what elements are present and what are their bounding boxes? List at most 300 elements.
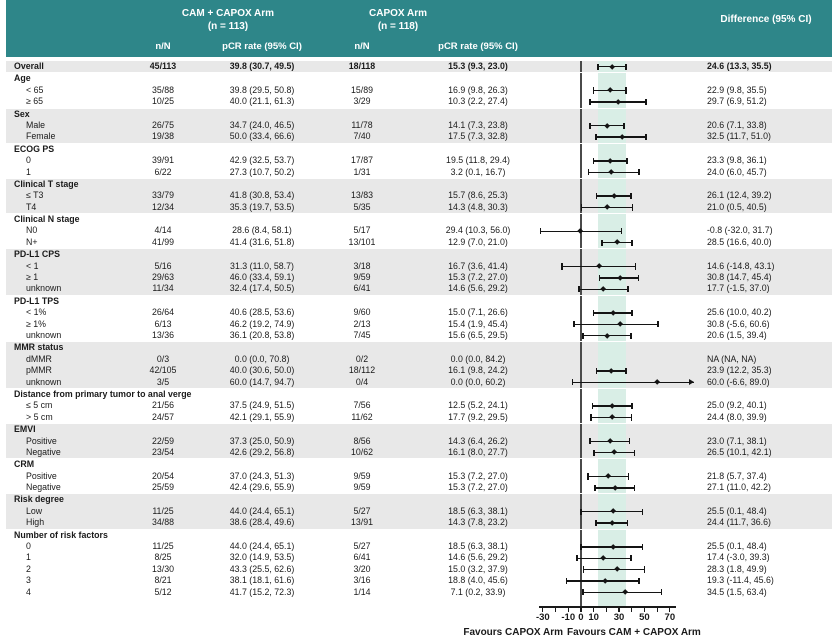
ci-cap-left (589, 99, 591, 105)
ci-cap-left (581, 204, 583, 210)
arm1-nN-cell: 34/88 (151, 517, 174, 528)
table-row (6, 564, 832, 575)
arm1-pcr-cell: 40.0 (30.6, 50.0) (229, 365, 295, 376)
forest-plot-cell (536, 482, 696, 493)
arm1-nN-cell: 5/12 (154, 586, 172, 597)
ci-cap-right (623, 123, 625, 129)
subgroup-block (6, 342, 832, 388)
ci-cap-left (593, 87, 595, 93)
subgroup-label: T4 (26, 201, 37, 212)
subgroup-label: > 5 cm (26, 411, 53, 422)
difference-cell: 30.8 (14.7, 45.4) (707, 272, 772, 283)
arm1-nN-cell: 10/25 (151, 96, 174, 107)
group-label: Clinical N stage (14, 214, 80, 225)
point-estimate-marker (616, 99, 622, 105)
group-header-row (6, 424, 832, 435)
forest-plot-cell (536, 389, 696, 400)
arm2-nN-cell: 0/2 (355, 353, 369, 364)
subgroup-label: N+ (26, 236, 38, 247)
forest-plot-cell (536, 131, 696, 142)
ci-cap-left (587, 473, 589, 479)
subgroup-block (6, 389, 832, 423)
subgroup-label: Overall (14, 61, 44, 71)
arm1-nN-cell: 8/21 (154, 575, 172, 586)
arm1-nN-cell: 19/38 (151, 131, 174, 142)
subgroup-block (6, 61, 832, 72)
arm1-nN-cell: 29/63 (151, 272, 174, 283)
point-estimate-marker (617, 275, 623, 281)
arm2-pcr-cell: 29.4 (10.3, 56.0) (445, 225, 511, 236)
axis-tick (606, 608, 607, 613)
favours-cam-capox-label: Favours CAM + CAPOX Arm (567, 627, 701, 638)
point-estimate-marker (610, 509, 616, 515)
subgroup-label: 0 (26, 155, 31, 166)
forest-plot-cell (536, 424, 696, 435)
arm2-nN-cell: 13/91 (350, 517, 373, 528)
arm2-pcr-cell: 18.5 (6.3, 38.1) (448, 505, 508, 516)
arm2-pcr-cell: 12.9 (7.0, 21.0) (448, 236, 508, 247)
arm2-pcr-cell: 7.1 (0.2, 33.9) (450, 586, 506, 597)
point-estimate-marker (607, 87, 613, 93)
forest-plot-cell (536, 214, 696, 225)
table-row (6, 61, 832, 72)
ci-cap-right (632, 204, 634, 210)
forest-plot-cell (536, 377, 696, 388)
difference-cell: -0.8 (-32.0, 31.7) (707, 225, 773, 236)
arm1-pcr-cell: 31.3 (11.0, 58.7) (230, 260, 294, 271)
forest-plot-cell (536, 96, 696, 107)
ci-cap-right (645, 99, 647, 105)
arm2-pcr-cell: 15.4 (1.9, 45.4) (448, 318, 508, 329)
difference-cell (696, 424, 832, 435)
forest-plot-cell (536, 342, 696, 353)
ci-cap-left (601, 240, 603, 246)
ci-cap-right (644, 566, 646, 572)
arm2-pcr-cell: 16.7 (3.6, 41.4) (448, 260, 508, 271)
arm2-nN-cell: 2/13 (353, 318, 371, 329)
table-row (6, 330, 832, 341)
arm1-nN-cell: 11/34 (152, 283, 174, 294)
ci-cap-right (627, 520, 629, 526)
difference-cell: 24.6 (13.3, 35.5) (707, 61, 772, 71)
subgroup-label: Negative (26, 446, 61, 457)
arm2-pcr-cell: 3.2 (0.1, 16.7) (450, 166, 506, 177)
subgroup-block (6, 296, 832, 342)
arm1-pcr-cell: 42.6 (29.2, 56.8) (229, 446, 295, 457)
subgroup-block (6, 109, 832, 143)
ci-cap-right (638, 578, 640, 584)
arm2-header (318, 7, 478, 33)
arm2-nN-cell: 13/101 (348, 236, 376, 247)
table-row (6, 261, 832, 272)
group-label: Clinical T stage (14, 178, 79, 189)
subgroup-label: High (26, 517, 45, 528)
group-header-row (6, 249, 832, 260)
ci-cap-right (630, 193, 632, 199)
ci-cap-left (582, 333, 584, 339)
arm1-pcr-cell: 35.3 (19.7, 53.5) (229, 201, 295, 212)
point-estimate-marker (604, 333, 610, 339)
arm1-pcr-cell: 50.0 (33.4, 66.6) (229, 131, 295, 142)
difference-cell (696, 530, 832, 541)
point-estimate-marker (611, 450, 617, 456)
subgroup-label: ≤ 5 cm (26, 400, 53, 411)
ci-cap-right (625, 64, 627, 70)
subgroup-label: 1 (26, 552, 31, 563)
arm2-nN-cell: 9/60 (353, 307, 371, 318)
group-header-row (6, 144, 832, 155)
arm1-pcr-cell: 42.9 (32.5, 53.7) (229, 155, 295, 166)
arm1-nN-cell: 26/64 (151, 307, 174, 318)
table-row (6, 155, 832, 166)
arm1-nN-cell: 11/25 (152, 541, 174, 552)
difference-cell: 25.5 (0.1, 48.4) (707, 541, 767, 552)
ci-cap-right (642, 544, 644, 550)
arm2-pcr-cell: 0.0 (0.0, 60.2) (450, 376, 506, 387)
table-row (6, 587, 832, 598)
difference-cell: 29.7 (6.9, 51.2) (707, 96, 767, 107)
arm1-pcr-cell: 34.7 (24.0, 46.5) (229, 119, 295, 130)
table-row (6, 202, 832, 213)
ci-cap-right (642, 509, 644, 515)
difference-cell (696, 144, 832, 155)
arm1-pcr-cell: 42.1 (29.1, 55.9) (229, 411, 295, 422)
subgroup-label: < 65 (26, 84, 44, 95)
forest-plot-cell (536, 144, 696, 155)
arm2-pcr-cell: 19.5 (11.8, 29.4) (446, 155, 510, 166)
table-row (6, 447, 832, 458)
arm1-nN-cell: 13/30 (151, 563, 174, 574)
arm2-pcr-cell: 14.1 (7.3, 23.8) (448, 119, 508, 130)
ci-cap-right (634, 450, 636, 456)
ci-cap-left (580, 544, 582, 550)
arm1-pcr-cell: 32.4 (17.4, 50.5) (229, 283, 295, 294)
group-header-row (6, 73, 832, 84)
arm2-sample-size: (n = 118) (377, 21, 419, 32)
ci-line (573, 382, 694, 383)
group-header-row (6, 214, 832, 225)
difference-cell: 28.5 (16.6, 40.0) (707, 236, 772, 247)
ci-cap-right (657, 321, 659, 327)
ci-cap-right (631, 403, 633, 409)
difference-cell (696, 389, 832, 400)
arm1-pcr-cell: 46.2 (19.2, 74.9) (229, 318, 295, 329)
forest-plot-cell (536, 190, 696, 201)
arm2-pcr-cell: 18.5 (6.3, 38.1) (448, 541, 508, 552)
arm2-nN-cell: 5/17 (353, 225, 371, 236)
subgroup-label: Positive (26, 435, 57, 446)
arm1-pcr-cell: 44.0 (24.4, 65.1) (229, 541, 295, 552)
ci-cap-left (595, 134, 597, 140)
ci-cap-right (630, 333, 632, 339)
subgroup-block (6, 424, 832, 458)
arm2-pcr-cell: 17.5 (7.3, 32.8) (448, 131, 508, 142)
difference-cell: 24.4 (11.7, 36.6) (707, 517, 771, 528)
difference-cell: 20.6 (1.5, 39.4) (707, 329, 767, 340)
arm1-pcr-cell: 32.0 (14.9, 53.5) (229, 552, 295, 563)
ci-arrow-right (689, 379, 694, 385)
point-estimate-marker (611, 193, 617, 199)
point-estimate-marker (596, 263, 602, 269)
arm2-nN-cell: 5/27 (353, 505, 371, 516)
arm2-pcr-cell: 15.3 (9.3, 23.0) (448, 61, 508, 71)
difference-cell: 22.9 (9.8, 35.5) (707, 84, 767, 95)
ci-cap-right (631, 240, 633, 246)
group-label: MMR status (14, 342, 64, 353)
ci-cap-right (638, 169, 640, 175)
arm2-pcr-cell: 12.5 (5.2, 24.1) (448, 400, 508, 411)
arm1-nN-cell: 12/34 (151, 201, 174, 212)
difference-cell: 17.4 (-3.0, 39.3) (707, 552, 770, 563)
point-estimate-marker (610, 544, 616, 550)
arm1-pcr-cell: 42.4 (29.6, 55.9) (229, 482, 295, 493)
difference-cell (696, 342, 832, 353)
difference-cell: 25.5 (0.1, 48.4) (707, 505, 767, 516)
subgroup-block (6, 459, 832, 493)
arm1-name: CAM + CAPOX Arm (181, 8, 275, 19)
arm2-nN-cell: 3/29 (353, 96, 371, 107)
table-row (6, 319, 832, 330)
forest-plot-cell (536, 109, 696, 120)
arm1-nN-cell: 33/79 (151, 190, 174, 201)
difference-cell: 24.4 (8.0, 39.9) (707, 411, 767, 422)
ci-cap-left (594, 485, 596, 491)
arm1-sample-size: (n = 113) (207, 21, 249, 32)
table-row (6, 400, 832, 411)
arm2-pcr-cell: 15.7 (8.6, 25.3) (448, 190, 508, 201)
forest-plot-cell (536, 296, 696, 307)
forest-plot-cell (536, 471, 696, 482)
group-header-row (6, 389, 832, 400)
difference-cell: 23.9 (12.2, 35.3) (707, 365, 772, 376)
ci-cap-left (561, 263, 563, 269)
arm1-pcr-cell: 60.0 (14.7, 94.7) (229, 376, 295, 387)
subgroup-label: 4 (26, 586, 31, 597)
group-label: CRM (14, 459, 35, 470)
difference-cell: 26.5 (10.1, 42.1) (707, 446, 772, 457)
forest-plot-cell (536, 120, 696, 131)
table-row (6, 436, 832, 447)
forest-plot-cell (536, 330, 696, 341)
arm2-nN-cell: 7/56 (353, 400, 371, 411)
axis-tick-label: 30 (613, 612, 625, 623)
ci-cap-left (593, 450, 595, 456)
point-estimate-marker (607, 158, 613, 164)
forest-plot-cell (536, 61, 696, 72)
group-header-row (6, 494, 832, 505)
forest-plot-cell (536, 447, 696, 458)
point-estimate-marker (606, 473, 612, 479)
forest-plot-cell (536, 272, 696, 283)
arm2-pcr-cell: 16.1 (8.0, 27.7) (448, 446, 508, 457)
arm2-nN-cell: 5/35 (353, 201, 371, 212)
subgroup-label: Male (26, 119, 46, 130)
arm2-nN-cell: 3/20 (353, 563, 371, 574)
subgroup-label: < 1 (26, 260, 39, 271)
arm1-pcr-cell: 40.6 (28.5, 53.6) (229, 307, 295, 318)
point-estimate-marker (609, 64, 615, 70)
arm1-pcr-cell: 46.0 (33.4, 59.1) (229, 272, 295, 283)
forest-plot-cell (536, 459, 696, 470)
subgroup-label: Low (26, 505, 43, 516)
forest-plot-cell (536, 73, 696, 84)
arm2-nN-cell: 3/18 (353, 260, 371, 271)
subgroup-block (6, 249, 832, 295)
arm2-pcr-cell: 0.0 (0.0, 84.2) (450, 353, 506, 364)
forest-plot-cell (536, 506, 696, 517)
difference-cell (696, 249, 832, 260)
subgroup-label: ≥ 1 (26, 272, 39, 283)
arm2-pcr-cell: 15.3 (7.2, 27.0) (448, 470, 508, 481)
forest-plot-cell (536, 541, 696, 552)
group-label: EMVI (14, 424, 36, 435)
forest-plot-cell (536, 319, 696, 330)
difference-cell: 14.6 (-14.8, 43.1) (707, 260, 775, 271)
subgroup-label: ≤ T3 (26, 190, 44, 201)
arm2-nN-cell: 11/78 (351, 119, 373, 130)
subgroup-label: 0 (26, 541, 31, 552)
subgroup-label: Positive (26, 470, 57, 481)
subgroup-label: ≥ 1% (26, 318, 46, 329)
point-estimate-marker (610, 310, 616, 316)
table-row (6, 190, 832, 201)
subgroup-label: < 1% (26, 307, 47, 318)
table-row (6, 482, 832, 493)
table-row (6, 506, 832, 517)
arm1-nN-cell: 13/36 (151, 329, 174, 340)
arm2-pcr-cell: 18.8 (4.0, 45.6) (448, 575, 508, 586)
arm2-pcr-cell: 14.3 (6.4, 26.2) (448, 435, 508, 446)
ci-cap-right (661, 589, 663, 595)
group-header-row (6, 109, 832, 120)
arm2-pcr-cell: 16.1 (9.8, 24.2) (448, 365, 508, 376)
forest-plot-cell (536, 202, 696, 213)
arm1-nN-cell: 22/59 (151, 435, 174, 446)
axis-tick-label: 10 (588, 612, 599, 623)
arm1-nN-cell: 39/91 (151, 155, 174, 166)
difference-cell: NA (NA, NA) (707, 353, 757, 364)
group-label: Risk degree (14, 494, 64, 505)
group-header-row (6, 296, 832, 307)
arm1-nN-cell: 45/113 (149, 61, 177, 71)
subgroup-block (6, 144, 832, 178)
point-estimate-marker (604, 123, 610, 129)
arm1-nN-cell: 11/25 (152, 505, 174, 516)
difference-cell: 26.1 (12.4, 39.2) (707, 190, 772, 201)
forest-plot-cell (536, 575, 696, 586)
arm2-pcr-cell: 14.6 (5.6, 29.2) (448, 552, 508, 563)
group-label: Age (14, 73, 31, 84)
difference-cell (696, 73, 832, 84)
arm2-pcr-cell: 15.3 (7.2, 27.0) (448, 272, 508, 283)
subgroup-block (6, 179, 832, 213)
arm2-nN-cell: 18/118 (348, 61, 376, 71)
arm1-pcr-cell: 36.1 (20.8, 53.8) (229, 329, 295, 340)
ci-cap-left (595, 520, 597, 526)
ci-cap-left (540, 228, 542, 234)
difference-cell: 23.3 (9.8, 36.1) (707, 155, 767, 166)
ci-cap-right (629, 438, 631, 444)
difference-cell: 19.3 (-11.4, 45.6) (707, 575, 774, 586)
arm2-nN-cell: 13/83 (350, 190, 373, 201)
table-row (6, 377, 832, 388)
difference-cell: 17.7 (-1.5, 37.0) (707, 283, 770, 294)
point-estimate-marker (619, 134, 625, 140)
subgroup-label: N0 (26, 225, 38, 236)
arm2-nN-cell: 18/112 (348, 365, 376, 376)
arm1-pcr-cell: 43.3 (25.5, 62.6) (229, 563, 295, 574)
group-label: Distance from primary tumor to anal verge (14, 388, 192, 399)
arm2-nN-cell: 11/62 (351, 411, 373, 422)
ci-cap-right (638, 275, 640, 281)
arm1-pcr-cell: 28.6 (8.4, 58.1) (232, 225, 292, 236)
arm1-nN-cell: 23/54 (151, 446, 174, 457)
col-header-nN-arm1: n/N (155, 41, 171, 52)
ci-cap-right (628, 473, 630, 479)
arm2-pcr-cell: 15.0 (3.2, 37.9) (448, 563, 508, 574)
arm2-nN-cell: 6/41 (353, 552, 371, 563)
arm1-pcr-cell: 39.8 (30.7, 49.5) (229, 61, 295, 71)
point-estimate-marker (614, 240, 620, 246)
arm2-nN-cell: 7/45 (353, 329, 371, 340)
group-header-row (6, 179, 832, 190)
subgroup-block (6, 73, 832, 107)
subgroup-label: 1 (26, 166, 31, 177)
subgroup-label: unknown (26, 329, 62, 340)
group-header-row (6, 530, 832, 541)
difference-cell (696, 296, 832, 307)
difference-cell: 21.0 (0.5, 40.5) (707, 201, 767, 212)
arm2-pcr-cell: 14.3 (4.8, 30.3) (448, 201, 508, 212)
arm1-nN-cell: 8/25 (154, 552, 172, 563)
forest-plot-cell (536, 307, 696, 318)
forest-plot-cell (536, 225, 696, 236)
point-estimate-marker (608, 368, 614, 374)
table-row (6, 85, 832, 96)
arm1-nN-cell: 6/13 (154, 318, 172, 329)
forest-plot-cell (536, 587, 696, 598)
point-estimate-marker (622, 589, 628, 595)
arm1-nN-cell: 4/14 (154, 225, 172, 236)
ci-cap-right (625, 368, 627, 374)
forest-plot-cell (536, 365, 696, 376)
difference-cell (696, 459, 832, 470)
arm2-pcr-cell: 15.0 (7.1, 26.6) (448, 307, 508, 318)
arm2-name: CAPOX Arm (369, 8, 427, 19)
ci-cap-left (566, 578, 568, 584)
difference-cell: 34.5 (1.5, 63.4) (707, 586, 767, 597)
arm2-nN-cell: 6/41 (353, 283, 371, 294)
axis-tick (555, 608, 556, 613)
ci-cap-right (634, 485, 636, 491)
subgroup-label: pMMR (26, 365, 52, 376)
table-row (6, 307, 832, 318)
arm2-nN-cell: 9/59 (353, 470, 371, 481)
ci-cap-left (572, 379, 574, 385)
ci-cap-right (635, 263, 637, 269)
point-estimate-marker (609, 414, 615, 420)
subgroup-block (6, 214, 832, 248)
table-row (6, 272, 832, 283)
arm1-nN-cell: 0/3 (156, 353, 170, 364)
arm2-pcr-cell: 15.6 (6.5, 29.5) (448, 329, 508, 340)
difference-cell: 28.3 (1.8, 49.9) (707, 563, 767, 574)
difference-cell (696, 179, 832, 190)
ci-cap-left (589, 438, 591, 444)
arm2-nN-cell: 1/31 (353, 166, 371, 177)
difference-cell: 27.1 (11.0, 42.2) (707, 482, 771, 493)
axis-tick-label: 0 (578, 612, 584, 623)
